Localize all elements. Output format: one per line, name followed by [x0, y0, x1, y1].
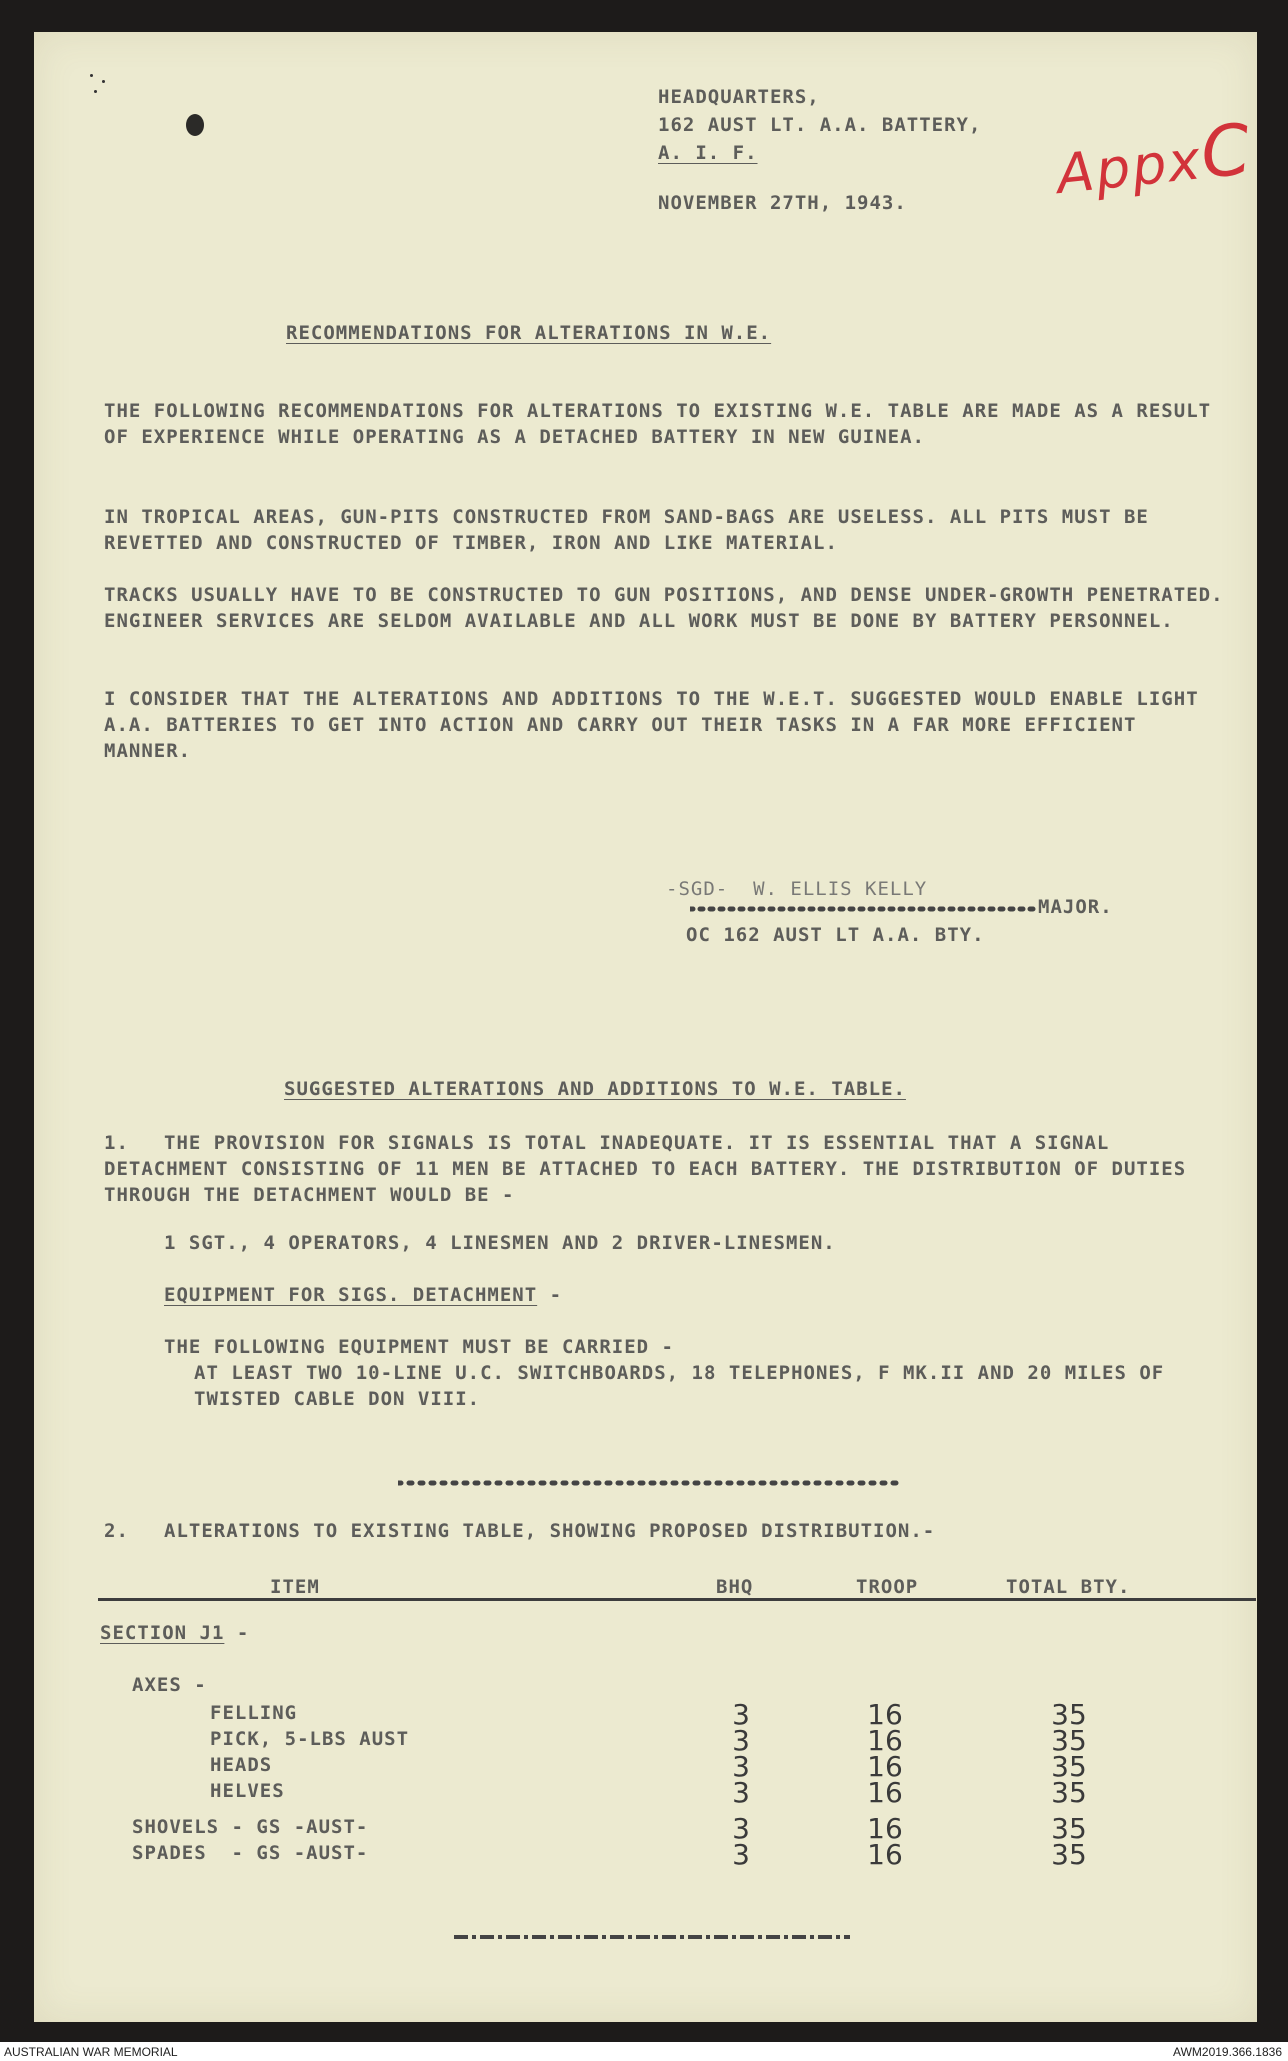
row-item: HELVES — [210, 1780, 285, 1802]
signature-rank: MAJOR. — [1038, 896, 1113, 918]
paper-specks — [88, 72, 118, 102]
col-header-item: ITEM — [270, 1576, 320, 1598]
signature-sgd: -SGD- W. ELLIS KELLY — [666, 878, 928, 900]
row-bhq: 3 — [732, 1724, 750, 1757]
row-troop: 16 — [867, 1698, 903, 1731]
paragraph-4: I CONSIDER THAT THE ALTERATIONS AND ADDITIONS TO THE W.E.T. SUGGESTED WOULD ENABLE LIGHT A.A. BATTERIES TO GET INTO ACTION AND CARRY OUT THEIR TASKS IN A FAR MORE EFFICIENT MANNER. — [104, 688, 1199, 762]
row-total: 35 — [1051, 1698, 1087, 1731]
section-label: SECTION J1 — [100, 1622, 225, 1644]
paragraph-3: TRACKS USUALLY HAVE TO BE CONSTRUCTED TO GUN POSITIONS, AND DENSE UNDER-GROWTH PENETRATED. ENGINEER SERVICES ARE SELDOM AVAILABLE AND ALL WORK MUST BE DONE BY BATTERY PERSONNEL. — [104, 584, 1224, 632]
signal-duties: 1 SGT., 4 OPERATORS, 4 LINESMEN AND 2 DRIVER-LINESMEN. — [164, 1232, 836, 1254]
paragraph-1: THE FOLLOWING RECOMMENDATIONS FOR ALTERATIONS TO EXISTING W.E. TABLE ARE MADE AS A RESULT OF EXPERIENCE WHILE OPERATING AS A DETACHED BATTERY IN NEW GUINEA. — [104, 400, 1212, 448]
col-header-bhq: BHQ — [716, 1576, 754, 1598]
row-total: 35 — [1051, 1812, 1087, 1845]
item-1-text: THE PROVISION FOR SIGNALS IS TOTAL INADEQUATE. IT IS ESSENTIAL THAT A SIGNAL DETACHMENT CONSISTING OF 11 MEN BE ATTACHED TO EACH BATTERY. THE DISTRIBUTION OF DUTIES THROUGH THE DETACHMENT WOULD BE - — [104, 1132, 1187, 1206]
col-header-troop: TROOP — [856, 1576, 919, 1598]
paragraph-2: IN TROPICAL AREAS, GUN-PITS CONSTRUCTED FROM SAND-BAGS ARE USELESS. ALL PITS MUST BE REVETTED AND CONSTRUCTED OF TIMBER, IRON AND LIKE MATERIAL. — [104, 506, 1149, 554]
signature-dotted-line — [690, 904, 1040, 914]
row-troop: 16 — [867, 1812, 903, 1845]
end-dashed-line — [454, 1932, 854, 1942]
row-item: SPADES - GS -AUST- — [132, 1842, 369, 1864]
row-item: SHOVELS - GS -AUST- — [132, 1816, 369, 1838]
row-item: HEADS — [210, 1754, 273, 1776]
annotation-prefix: Appx — [1053, 128, 1206, 207]
col-header-total: TOTAL BTY. — [1006, 1576, 1131, 1598]
equipment-heading-row — [164, 1282, 562, 1308]
equipment-heading: EQUIPMENT FOR SIGS. DETACHMENT — [164, 1284, 538, 1306]
row-total: 35 — [1051, 1838, 1087, 1871]
item-1-number: 1. — [104, 1132, 129, 1154]
header-date: NOVEMBER 27TH, 1943. — [658, 192, 907, 214]
row-bhq: 3 — [732, 1812, 750, 1845]
item-2-number: 2. — [104, 1520, 129, 1542]
row-troop: 16 — [867, 1724, 903, 1757]
header-line-1: HEADQUARTERS, — [658, 86, 820, 108]
separator-dots — [398, 1478, 904, 1488]
suggested-alterations-title: SUGGESTED ALTERATIONS AND ADDITIONS TO W.E. TABLE. — [284, 1078, 906, 1100]
row-troop: 16 — [867, 1776, 903, 1809]
punch-hole — [186, 114, 204, 136]
footer-accession-number: AWM2019.366.1836 — [1173, 2045, 1282, 2059]
table-header-rule — [98, 1598, 1256, 1601]
row-bhq: 3 — [732, 1698, 750, 1731]
section-row — [100, 1620, 249, 1646]
row-total: 35 — [1051, 1776, 1087, 1809]
row-item: FELLING — [210, 1702, 298, 1724]
row-bhq: 3 — [732, 1838, 750, 1871]
footer-institution: AUSTRALIAN WAR MEMORIAL — [4, 2045, 178, 2059]
header-line-2: 162 AUST LT. A.A. BATTERY, — [658, 114, 982, 136]
header-line-3: A. I. F. — [658, 142, 758, 164]
row-troop: 16 — [867, 1838, 903, 1871]
recommendations-title: RECOMMENDATIONS FOR ALTERATIONS IN W.E. — [286, 322, 772, 344]
item-2-text: ALTERATIONS TO EXISTING TABLE, SHOWING PROPOSED DISTRIBUTION.- — [164, 1520, 936, 1542]
row-troop: 16 — [867, 1750, 903, 1783]
equipment-heading-dash: - — [537, 1284, 563, 1306]
section-dash: - — [224, 1622, 250, 1644]
group-axes: AXES - — [132, 1674, 207, 1696]
row-total: 35 — [1051, 1724, 1087, 1757]
equipment-intro: THE FOLLOWING EQUIPMENT MUST BE CARRIED - — [164, 1336, 674, 1358]
signature-unit: OC 162 AUST LT A.A. BTY. — [686, 924, 985, 946]
annotation-letter: C — [1196, 107, 1257, 195]
row-item: PICK, 5-LBS AUST — [210, 1728, 410, 1750]
equipment-text: AT LEAST TWO 10-LINE U.C. SWITCHBOARDS, 18 TELEPHONES, F MK.II AND 20 MILES OF TWISTED CABLE DON VIII. — [194, 1362, 1165, 1410]
row-total: 35 — [1051, 1750, 1087, 1783]
row-bhq: 3 — [732, 1776, 750, 1809]
row-bhq: 3 — [732, 1750, 750, 1783]
